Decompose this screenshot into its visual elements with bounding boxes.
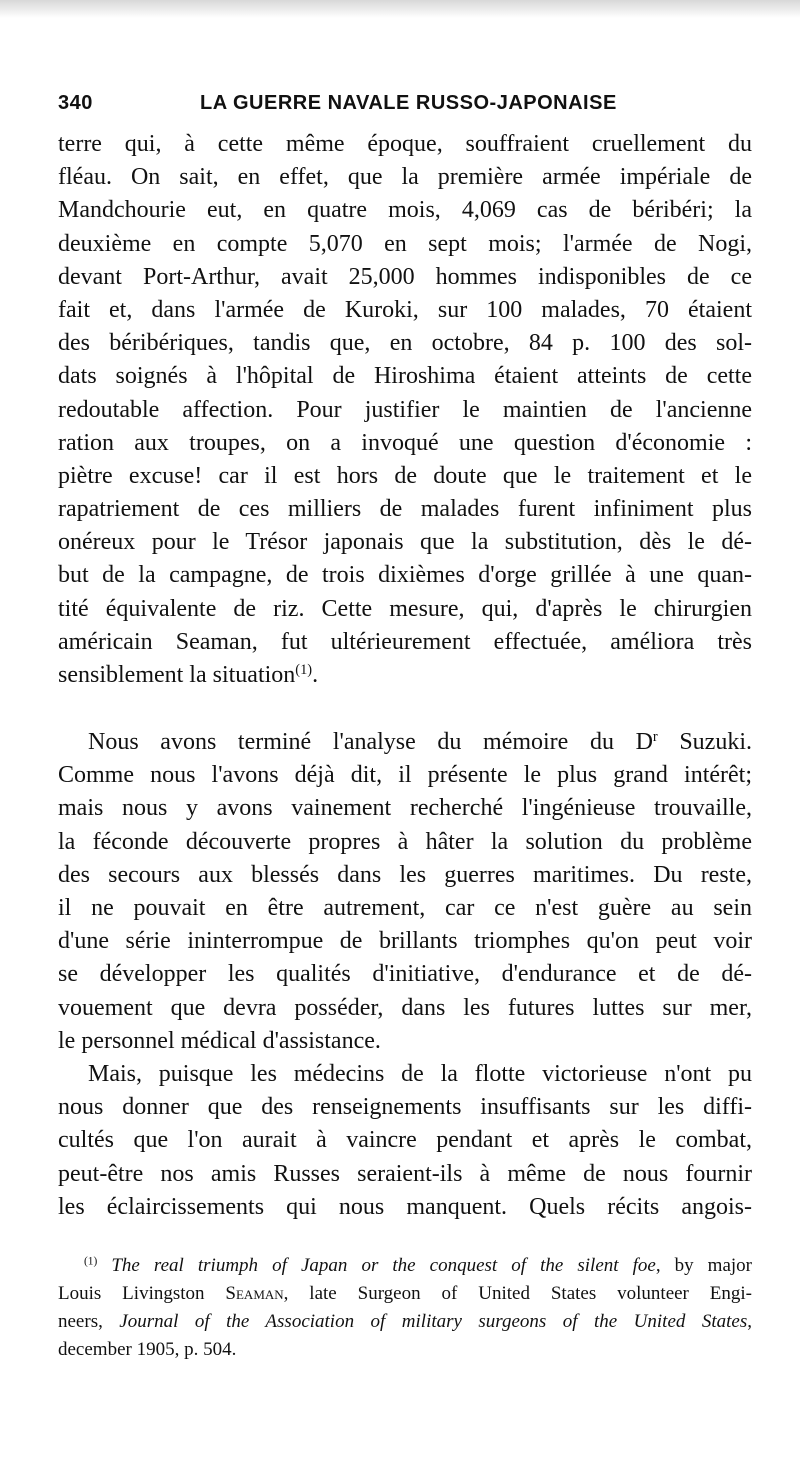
text-fragment: neers, [58, 1311, 120, 1332]
text-line: mais nous y avons vainement recherché l'ingénieuse trouvaille, [58, 795, 752, 822]
text-line [58, 726, 752, 759]
text-line: ration aux troupes, on a invoqué une question d'économie : [58, 429, 752, 456]
footnote-line [58, 1308, 752, 1336]
footnote-line [58, 1280, 752, 1308]
text-line [58, 659, 752, 692]
footnote-marker: (1) [84, 1255, 98, 1268]
text-line: il ne pouvait en être autrement, car ce n'est guère au sein [58, 894, 752, 921]
text-line: peut-être nos amis Russes seraient-ils à même de nous fournir [58, 1160, 752, 1187]
footnote-line [58, 1252, 752, 1280]
text-line: d'une série ininterrompue de brillants triomphes qu'on peut voir [58, 928, 752, 955]
text-line: nous donner que des renseignements insuffisants sur les diffi- [58, 1094, 752, 1121]
text-line: fléau. On sait, en effet, que la première armée impériale de [58, 164, 752, 191]
text-fragment: sensiblement la situation [58, 662, 296, 688]
text-line: redoutable affection. Pour justifier le maintien de l'ancienne [58, 396, 752, 423]
running-title: LA GUERRE NAVALE RUSSO-JAPONAISE [200, 92, 617, 114]
text-fragment: , late Surgeon of United States volunteer Engi- [283, 1283, 752, 1304]
footnote-reference: (1) [295, 662, 313, 679]
text-line: devant Port-Arthur, avait 25,000 hommes indisponibles de ce [58, 263, 752, 290]
paragraph-1 [58, 128, 752, 692]
running-header [58, 88, 752, 122]
text-fragment: , [747, 1311, 752, 1332]
paragraph-3 [58, 1058, 752, 1224]
text-line: cultés que l'on aurait à vaincre pendant et après le combat, [58, 1127, 752, 1154]
footnote [58, 1252, 752, 1364]
paragraph-2 [58, 726, 752, 1058]
text-line: fait et, dans l'armée de Kuroki, sur 100 malades, 70 étaient [58, 296, 752, 323]
text-line: vouement que devra posséder, dans les futures luttes sur mer, [58, 994, 752, 1021]
footnote-line: december 1905, p. 504. [58, 1339, 237, 1360]
text-fragment: Louis Livingston [58, 1283, 226, 1304]
text-fragment: . [312, 662, 319, 688]
text-fragment: , by major [655, 1255, 752, 1276]
text-line: des béribériques, tandis que, en octobre, 84 p. 100 des sol- [58, 330, 752, 357]
text-line: dats soignés à l'hôpital de Hiroshima étaient atteints de cette [58, 363, 752, 390]
text-line: américain Seaman, fut ultérieurement effectuée, améliora très [58, 628, 752, 655]
text-line: la féconde découverte propres à hâter la solution du problème [58, 828, 752, 855]
text-line: des secours aux blessés dans les guerres maritimes. Du reste, [58, 861, 752, 888]
text-fragment: Suzuki. [657, 729, 752, 755]
journal-title: Journal of the Association of military surgeons of the United States [119, 1311, 748, 1332]
text-line: les éclaircissements qui nous manquent. Quels récits angois- [58, 1193, 752, 1220]
text-line: se développer les qualités d'initiative, d'endurance et de dé- [58, 961, 752, 988]
cited-title: The real triumph of Japan or the conquest of the silent foe [111, 1255, 656, 1276]
text-line: terre qui, à cette même époque, souffraient cruellement du [58, 131, 752, 157]
text-line: tité équivalente de riz. Cette mesure, qui, d'après le chirurgien [58, 595, 752, 622]
text-line: piètre excuse! car il est hors de doute que le traitement et le [58, 462, 752, 489]
text-line: Mandchourie eut, en quatre mois, 4,069 cas de béribéri; la [58, 197, 752, 224]
scan-edge-shadow [0, 0, 800, 18]
text-line: rapatriement de ces milliers de malades furent infiniment plus [58, 496, 752, 523]
text-line: but de la campagne, de trois dixièmes d'orge grillée à une quan- [58, 562, 752, 589]
text-line: onéreux pour le Trésor japonais que la substitution, dès le dé- [58, 529, 752, 556]
author-name: Seaman [225, 1283, 284, 1304]
text-line: Comme nous l'avons déjà dit, il présente le plus grand intérêt; [58, 762, 752, 789]
text-line: Mais, puisque les médecins de la flotte victorieuse n'ont pu [88, 1061, 752, 1087]
text-line: deuxième en compte 5,070 en sept mois; l'armée de Nogi, [58, 230, 752, 257]
text-line: le personnel médical d'assistance. [58, 1027, 381, 1054]
page-number: 340 [58, 92, 93, 114]
text-fragment: Nous avons terminé l'analyse du mémoire du D [88, 729, 653, 755]
superscript: r [652, 729, 658, 746]
